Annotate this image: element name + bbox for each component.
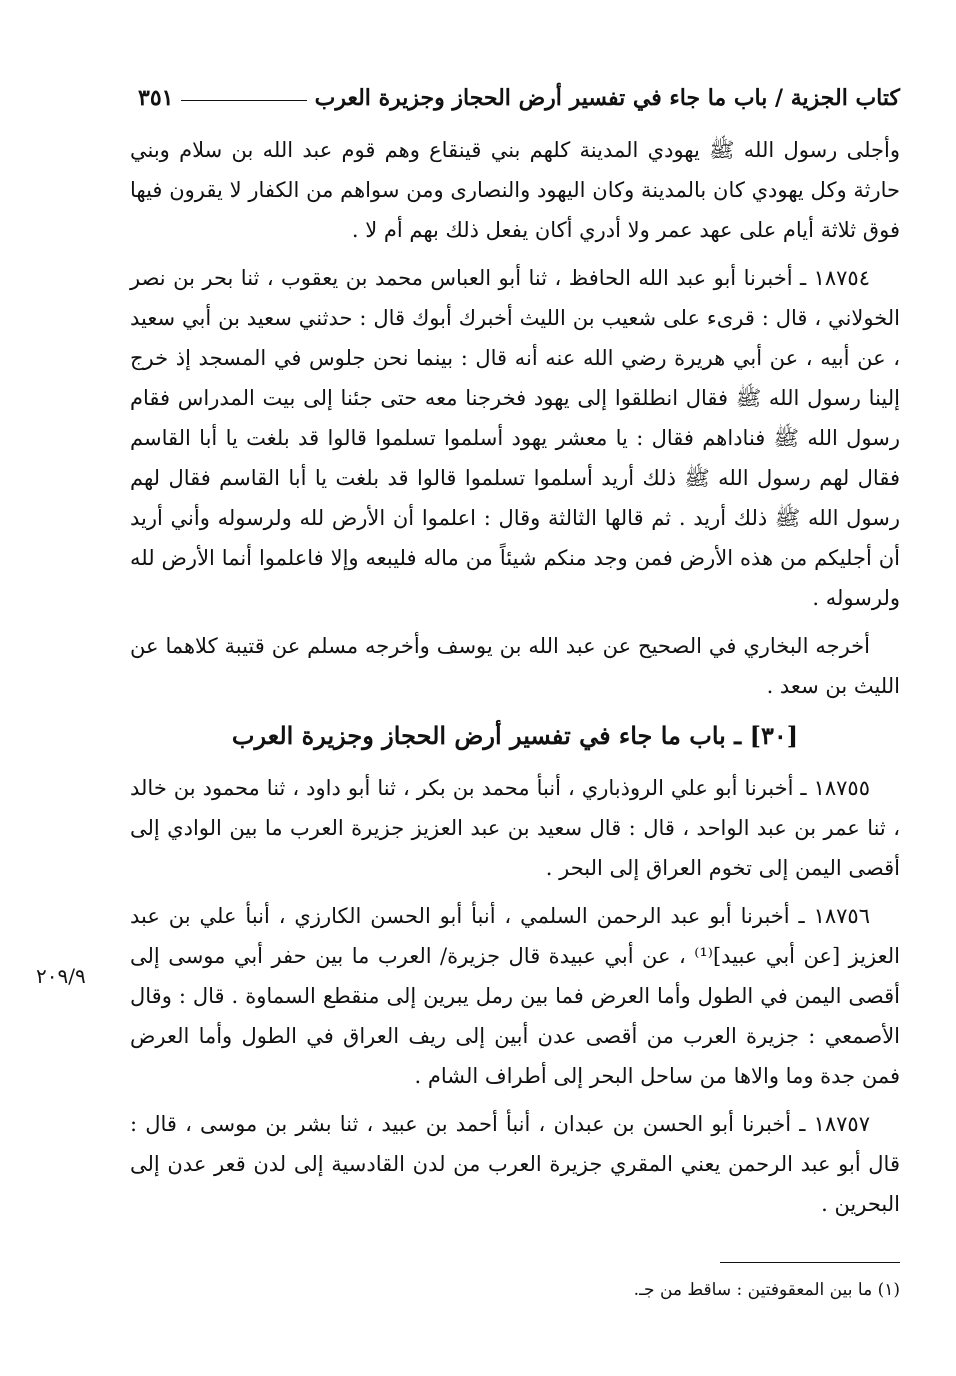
hadith-18754: ١٨٧٥٤ ـ أخبرنا أبو عبد الله الحافظ ، ثنا أبو العباس محمد بن يعقوب ، ثنا بحر بن نصر الخولاني ، قال : قرىء على شعيب بن الليث أخبرك أبوك قال : حدثني سعيد بن أبي سعيد ، عن أبيه ، عن أبي هريرة رضي الله عنه أنه قال : بينما نحن جلوس في المسجد إذ خرج إلينا رسول الله ﷺ فقال انطلقوا إلى يهود فخرجنا معه حتى جئنا إلى بيت المدراس فقام رسول الله ﷺ فناداهم فقال : يا معشر يهود أسلموا تسلموا قالوا قد بلغت يا أبا القاسم فقال لهم رسول الله ﷺ ذلك أريد أسلموا تسلموا قالوا قد بلغت يا أبا القاسم فقال لهم رسول الله ﷺ ذلك أريد . ثم قالها الثالثة وقال : اعلموا أن الأرض لله ولرسوله وأني أريد أن أجليكم من هذه الأرض فمن وجد منكم شيئاً من ماله فليبعه وإلا فاعلموا أنما الأرض لله ولرسوله . <box>130 266 900 610</box>
hadith-18755: ١٨٧٥٥ ـ أخبرنا أبو علي الروذباري ، أنبأ محمد بن بكر ، ثنا أبو داود ، ثنا محمود بن خالد ، ثنا عمر بن عبد الواحد ، قال : قال سعيد بن عبد العزيز جزيرة العرب ما بين الوادي إلى أقصى اليمن إلى تخوم العراق إلى البحر . <box>130 776 900 880</box>
takhrij-note: أخرجه البخاري في الصحيح عن عبد الله بن يوسف وأخرجه مسلم عن قتيبة كلاهما عن الليث بن سعد . <box>130 634 900 698</box>
page-number: ٣٥١ <box>138 85 174 111</box>
hadith-18756: ١٨٧٥٦ ـ أخبرنا أبو عبد الرحمن السلمي ، أنبأ أبو الحسن الكارزي ، أنبأ علي بن عبد العزيز [عن أبي عبيد]⁽¹⁾ ، عن أبي عبيدة قال جزيرة/ العرب ما بين حفر أبي موسى إلى أقصى اليمن في الطول وأما العرض فما بين رمل يبرين إلى منقطع السماوة . قال : وقال الأصمعي : جزيرة العرب من أقصى عدن أبين إلى ريف العراق في الطول وأما العرض فمن جدة وما والاها من ساحل البحر إلى أطراف الشام . <box>130 904 900 1088</box>
footnote: (١) ما بين المعقوفتين : ساقط من جـ. <box>633 1280 900 1300</box>
margin-reference: ٢٠٩/٩ <box>36 964 86 988</box>
hadith-18757: ١٨٧٥٧ ـ أخبرنا أبو الحسن بن عبدان ، أنبأ أحمد بن عبيد ، ثنا بشر بن موسى ، قال : قال أبو عبد الرحمن يعني المقري جزيرة العرب من لدن القادسية إلى لدن قعر عدن إلى البحرين . <box>130 1112 900 1216</box>
main-text <box>130 130 900 1232</box>
paragraph: وأجلى رسول الله ﷺ يهودي المدينة كلهم بني قينقاع وهم قوم عبد الله بن سلام وبني حارثة وكل يهودي كان بالمدينة وكان اليهود والنصارى ومن سواهم من الكفار لا يقرون فيها فوق ثلاثة أيام على عهد عمر ولا أدري أكان يفعل ذلك بهم أم لا . <box>130 138 900 242</box>
footnote-rule <box>720 1262 900 1263</box>
running-header <box>138 78 900 118</box>
section-title: [٣٠] ـ باب ما جاء في تفسير أرض الحجاز وجزيرة العرب <box>231 721 799 750</box>
header-rule <box>181 100 306 101</box>
running-title: كتاب الجزية / باب ما جاء في تفسير أرض الحجاز وجزيرة العرب <box>314 85 900 111</box>
